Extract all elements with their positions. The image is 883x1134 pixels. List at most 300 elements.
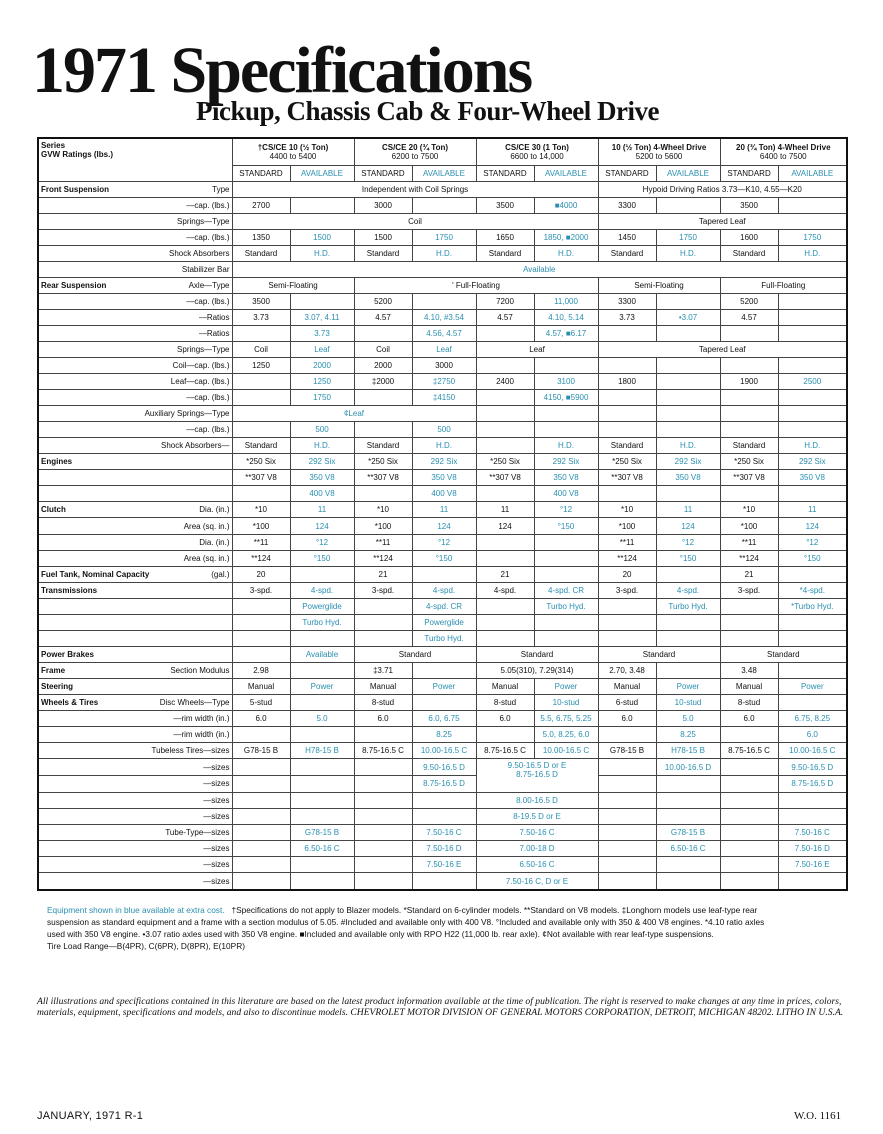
table-cell [476,325,534,341]
table-cell: 21 [354,566,412,582]
table-cell [476,598,534,614]
table-row [38,293,847,309]
table-cell: 1850, ■2000 [534,229,598,245]
table-cell [232,825,290,841]
table-cell: Turbo Hyd. [534,598,598,614]
table-cell: Power [534,678,598,694]
table-cell: 10.00-16.5 D [656,759,720,776]
table-cell: °12 [656,534,720,550]
table-cell: Standard [476,245,534,261]
table-cell: 4.56, 4.57 [412,325,476,341]
table-cell: 8.75-16.5 C [476,743,534,759]
table-cell: H78-15 B [290,743,354,759]
table-cell [598,598,656,614]
table-cell [412,566,476,582]
table-row [38,582,847,598]
table-cell [598,873,656,890]
table-cell: 4-spd. [476,582,534,598]
table-cell [290,695,354,711]
table-cell [598,325,656,341]
table-cell [290,873,354,890]
table-cell [778,566,847,582]
row-label: —Ratios [38,309,232,325]
footer-work-order: W.O. 1161 [794,1110,842,1122]
table-cell [354,857,412,873]
table-cell: 11 [290,502,354,518]
table-cell: G78-15 B [656,825,720,841]
table-cell: Power [412,678,476,694]
table-cell: 2000 [354,358,412,374]
table-cell: ‡2000 [354,374,412,390]
table-cell: 11 [412,502,476,518]
table-cell: 11 [476,502,534,518]
table-row [38,213,847,229]
row-label: —sizes [38,792,232,808]
cell-text: Full-Floating [455,280,500,290]
table-cell: *100 [720,518,778,534]
table-cell [354,776,412,793]
standard-header: STANDARD [720,165,778,181]
table-row [38,808,847,824]
table-cell: Tapered Leaf [598,213,847,229]
table-row [38,711,847,727]
table-cell: °150 [290,550,354,566]
table-cell [656,197,720,213]
table-cell: 500 [290,422,354,438]
table-cell [778,293,847,309]
row-label: —cap. (lbs.) [38,229,232,245]
table-cell: 124 [476,518,534,534]
table-cell: 6.0 [778,727,847,743]
table-cell [598,614,656,630]
table-cell: 3-spd. [720,582,778,598]
table-row [38,727,847,743]
table-cell [598,792,656,808]
table-cell [354,614,412,630]
table-cell: 21 [720,566,778,582]
table-cell: 7.50-16 C [778,825,847,841]
available-header: AVAILABLE [290,165,354,181]
table-cell [656,293,720,309]
table-cell [598,825,656,841]
table-cell: H.D. [412,245,476,261]
table-row [38,776,847,793]
table-cell [778,406,847,422]
table-cell: 10.00-16.5 C [412,743,476,759]
table-cell [232,614,290,630]
table-cell [778,309,847,325]
table-cell [412,293,476,309]
column-header [476,138,598,165]
row-label: —sizes [38,759,232,776]
table-cell: 1250 [232,358,290,374]
table-cell [656,630,720,646]
row-label: Disc Wheels—Type [118,695,232,711]
table-cell: 3.73 [598,309,656,325]
table-cell [290,792,354,808]
table-cell [656,808,720,824]
table-cell [354,422,412,438]
table-cell: Coil [232,341,290,357]
row-label [118,582,232,598]
table-cell: 6.0 [598,711,656,727]
table-cell: Standard [720,646,847,662]
table-cell [656,422,720,438]
table-cell [720,808,778,824]
row-label: Area (sq. in.) [38,518,232,534]
table-cell: 4150, ■5900 [534,390,598,406]
table-row [38,534,847,550]
table-cell [534,406,598,422]
table-cell [598,857,656,873]
table-cell [232,776,290,793]
table-row [38,341,847,357]
table-cell: H.D. [656,438,720,454]
table-cell [476,614,534,630]
section-label: Transmissions [38,582,118,598]
table-cell [720,825,778,841]
table-cell: 7.50-16 D [778,841,847,857]
table-row [38,181,847,197]
table-cell: Full-Floating [720,277,847,293]
table-cell [720,598,778,614]
standard-header: STANDARD [232,165,290,181]
table-cell: 5-stud [232,695,290,711]
table-cell: H.D. [534,245,598,261]
table-cell: 2.70, 3.48 [598,662,656,678]
table-cell: *10 [232,502,290,518]
table-cell: Tapered Leaf [598,341,847,357]
table-cell: Turbo Hyd. [412,630,476,646]
table-cell [720,776,778,793]
table-cell: Standard [232,438,290,454]
table-cell: 350 V8 [412,470,476,486]
table-cell [720,422,778,438]
row-label: Type [118,181,232,197]
table-cell: 8.25 [656,727,720,743]
table-row [38,857,847,873]
table-cell [598,390,656,406]
section-label: Engines [38,454,118,470]
available-header: AVAILABLE [778,165,847,181]
table-cell [232,325,290,341]
table-cell: 1800 [598,374,656,390]
table-cell: **124 [232,550,290,566]
table-cell: Standard [598,646,720,662]
footnotes [47,904,847,952]
table-cell: °150 [534,518,598,534]
table-cell: °150 [778,550,847,566]
table-cell [534,614,598,630]
table-cell [656,792,720,808]
table-cell: 8.75-16.5 D [412,776,476,793]
table-row [38,614,847,630]
table-row [38,245,847,261]
table-cell [232,422,290,438]
table-cell [720,841,778,857]
table-cell: *Turbo Hyd. [778,598,847,614]
column-header [354,138,476,165]
table-cell: **124 [720,550,778,566]
table-cell: Standard [598,438,656,454]
table-cell: 350 V8 [290,470,354,486]
table-cell [354,792,412,808]
table-cell: 400 V8 [534,486,598,502]
table-row [38,695,847,711]
table-cell: 6.50-16 C [476,857,598,873]
table-cell [598,422,656,438]
row-label: —rim width (in.) [38,727,232,743]
table-cell: 1250 [290,374,354,390]
table-cell: **11 [232,534,290,550]
table-cell [778,390,847,406]
table-cell [232,727,290,743]
table-cell [290,662,354,678]
table-cell [656,873,720,890]
table-cell [354,825,412,841]
table-cell [354,841,412,857]
table-cell [720,406,778,422]
table-cell: 500 [412,422,476,438]
table-cell: G78-15 B [598,743,656,759]
table-cell: 3300 [598,293,656,309]
table-cell [778,325,847,341]
section-label: Clutch [38,502,118,518]
table-row [38,759,847,776]
table-cell: 3-spd. [232,582,290,598]
section-label: Fuel Tank, Nominal Capacity [38,566,118,582]
table-cell [354,873,412,890]
table-row [38,825,847,841]
gvw-label: GVW Ratings (lbs.) [41,150,113,159]
table-row [38,678,847,694]
table-cell [778,792,847,808]
table-cell: Turbo Hyd. [290,614,354,630]
table-cell: 124 [290,518,354,534]
row-label: —cap. (lbs.) [38,422,232,438]
table-row [38,309,847,325]
table-cell: 7.50-16 D [412,841,476,857]
table-cell [534,630,598,646]
table-cell [778,808,847,824]
column-gvw: 6400 to 7500 [759,151,807,161]
table-row [38,454,847,470]
table-cell: 124 [778,518,847,534]
table-cell [598,486,656,502]
table-cell: **11 [598,534,656,550]
table-cell [656,374,720,390]
table-cell: Hypoid Driving Ratios 3.73—K10, 4.55—K20 [598,181,847,197]
tire-load-range: Tire Load Range—B(4PR), C(6PR), D(8PR), E(10PR) [47,941,245,951]
table-cell [290,776,354,793]
table-cell: 4.57 [720,309,778,325]
table-cell [656,358,720,374]
table-cell: H.D. [290,245,354,261]
row-label: Axle—Type [118,277,232,293]
table-cell [290,197,354,213]
footnote-line [47,904,847,916]
table-cell [720,390,778,406]
table-cell: 124 [412,518,476,534]
table-cell: °150 [656,550,720,566]
row-label [118,646,232,662]
column-gvw: 5200 to 5600 [635,151,683,161]
page-subtitle: Pickup, Chassis Cab & Four-Wheel Drive [196,96,660,126]
column-gvw: 6200 to 7500 [391,151,439,161]
table-cell [534,534,598,550]
available-header: AVAILABLE [534,165,598,181]
row-label: Coil—cap. (lbs.) [38,358,232,374]
column-name: 20 (¾ Ton) 4-Wheel Drive [736,142,831,152]
table-cell: 10.00-16.5 C [534,743,598,759]
table-row [38,325,847,341]
specifications-table [37,137,848,891]
table-cell: 1500 [290,229,354,245]
table-cell [354,277,598,293]
table-cell: Independent with Coil Springs [232,181,598,197]
table-cell: 4-spd. [290,582,354,598]
table-cell: *100 [598,518,656,534]
table-cell: 3100 [534,374,598,390]
table-cell: *250 Six [354,454,412,470]
table-cell: Available [232,261,847,277]
table-cell: Standard [354,245,412,261]
table-cell: 21 [476,566,534,582]
table-cell [476,486,534,502]
table-cell: **307 V8 [476,470,534,486]
table-cell [354,486,412,502]
standard-header: STANDARD [476,165,534,181]
table-cell: 4.10, 5.14 [534,309,598,325]
table-cell [778,197,847,213]
row-label: Tubeless Tires—sizes [38,743,232,759]
table-cell: H.D. [290,438,354,454]
table-cell: 292 Six [778,454,847,470]
table-cell: Coil [232,213,598,229]
header-row [38,138,847,165]
table-cell: Manual [476,678,534,694]
row-label [38,598,232,614]
table-cell: ■4000 [534,197,598,213]
row-label [118,454,232,470]
table-cell [476,550,534,566]
table-cell [778,422,847,438]
table-cell: 8.75-16.5 C [720,743,778,759]
table-cell: 5.0 [290,711,354,727]
table-cell: *10 [354,502,412,518]
table-row [38,598,847,614]
row-label: Stabilizer Bar [38,261,232,277]
table-cell: *250 Six [476,454,534,470]
table-cell: 6.75, 8.25 [778,711,847,727]
table-cell [656,662,720,678]
table-cell [778,358,847,374]
table-cell: 5.0, 8.25, 6.0 [534,727,598,743]
table-cell: 3.48 [720,662,778,678]
table-cell [354,390,412,406]
table-cell: ¢Leaf [232,406,476,422]
table-cell [656,776,720,793]
row-label: —cap. (lbs.) [38,197,232,213]
table-cell: **11 [720,534,778,550]
table-cell: 7.50-16 E [412,857,476,873]
table-cell [534,566,598,582]
table-cell: H.D. [778,438,847,454]
table-cell: 11,000 [534,293,598,309]
table-cell [534,422,598,438]
column-header [720,138,847,165]
table-cell [476,534,534,550]
column-header [232,138,354,165]
table-cell [476,438,534,454]
table-cell: 400 V8 [412,486,476,502]
series-label: Series [41,141,66,150]
table-cell [598,358,656,374]
table-cell: Leaf [476,341,598,357]
table-cell [720,630,778,646]
table-cell: 3300 [598,197,656,213]
table-cell: 4-spd. [656,582,720,598]
table-cell: 5200 [354,293,412,309]
table-cell: 7.50-16 E [778,857,847,873]
table-cell: 8-stud [354,695,412,711]
table-cell: °12 [290,534,354,550]
row-label: Tube-Type—sizes [38,825,232,841]
table-cell: Semi-Floating [598,277,720,293]
table-cell: 2400 [476,374,534,390]
table-cell: **307 V8 [354,470,412,486]
table-cell: Semi-Floating [232,277,354,293]
standard-header: STANDARD [598,165,656,181]
table-row [38,358,847,374]
table-cell [778,486,847,502]
table-cell: G78-15 B [290,825,354,841]
table-cell [412,808,476,824]
table-cell: 292 Six [534,454,598,470]
table-cell: H.D. [412,438,476,454]
table-cell [290,857,354,873]
table-cell: 1650 [476,229,534,245]
table-cell: G78-15 B [232,743,290,759]
table-row [38,841,847,857]
table-cell: *100 [232,518,290,534]
table-cell: 1750 [412,229,476,245]
table-cell [720,792,778,808]
available-header: AVAILABLE [412,165,476,181]
table-row [38,406,847,422]
table-cell: **307 V8 [598,470,656,486]
table-row [38,646,847,662]
table-cell: Leaf [290,341,354,357]
table-cell [232,486,290,502]
table-cell: °12 [778,534,847,550]
row-label: —sizes [38,873,232,890]
table-cell: Manual [232,678,290,694]
table-cell [232,857,290,873]
table-cell: 5.0 [656,711,720,727]
table-cell: Standard [476,646,598,662]
table-cell [598,841,656,857]
table-cell: Standard [598,245,656,261]
row-label: —cap. (lbs.) [38,390,232,406]
table-cell [656,857,720,873]
table-cell [598,630,656,646]
table-cell: 6.0, 6.75 [412,711,476,727]
table-row [38,550,847,566]
table-cell [412,197,476,213]
footer-date: JANUARY, 1971 R-1 [37,1110,144,1122]
footnote-text: †Specifications do not apply to Blazer models. *Standard on 6-cylinder models. **Standard on V8 models. ‡Longhorn models use leaf-type rear [231,905,758,915]
